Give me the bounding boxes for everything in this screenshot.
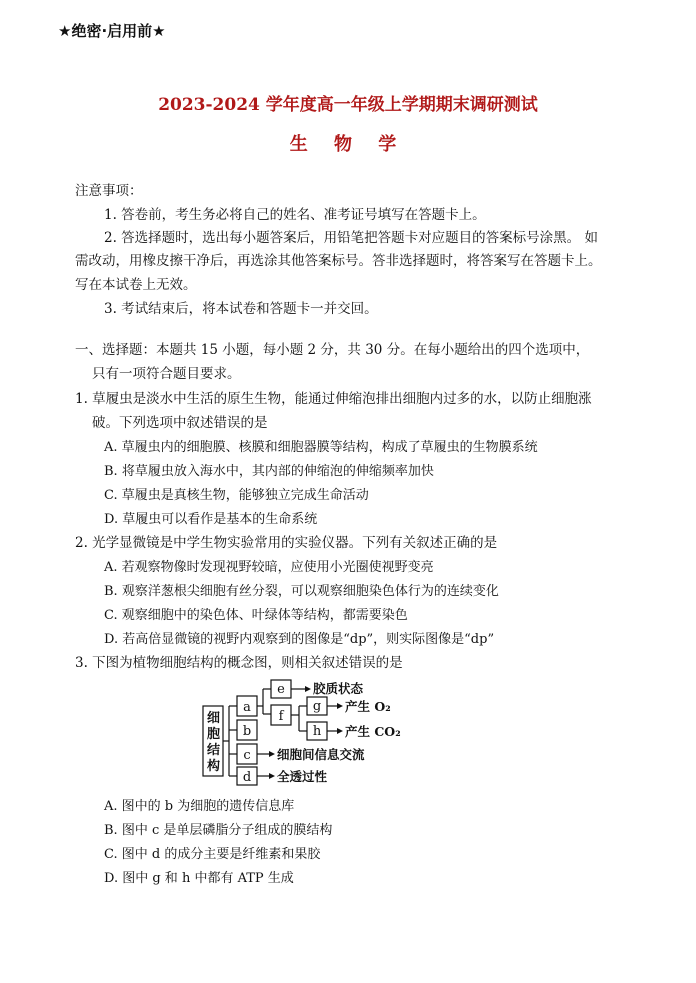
label-h: h xyxy=(312,724,322,739)
notice-heading: 注意事项： xyxy=(75,183,143,199)
label-b: b xyxy=(242,724,252,739)
q1-option-d: D. 草履虫可以看作是基本的生命系统 xyxy=(104,512,318,527)
q2-stem: 2. 光学显微镜是中学生物实验常用的实验仪器。下列有关叙述正确的是 xyxy=(75,535,498,551)
label-a: a xyxy=(243,700,251,715)
exam-title: 2023-2024 学年度高一年级上学期期末调研测试 xyxy=(158,95,538,115)
q2-option-a: A. 若观察物像时发现视野较暗，应使用小光圈使视野变亮 xyxy=(104,560,434,575)
q1-option-c: C. 草履虫是真核生物，能够独立完成生命活动 xyxy=(104,488,369,503)
desc-e: 胶质状态 xyxy=(313,681,364,696)
root-char-1: 细 xyxy=(207,711,221,726)
subject-title: 生 物 学 xyxy=(289,134,407,155)
root-char-3: 结 xyxy=(207,743,221,758)
label-e: e xyxy=(277,682,285,697)
desc-c: 细胞间信息交流 xyxy=(277,747,365,762)
cell-structure-concept-map xyxy=(195,676,425,788)
q1-option-b: B. 将草履虫放入海水中，其内部的伸缩泡的伸缩频率加快 xyxy=(104,464,434,479)
desc-d: 全透过性 xyxy=(277,769,328,784)
notice-item-2-end: 写在本试卷上无效。 xyxy=(75,277,197,293)
notice-item-3: 3. 考试结束后，将本试卷和答题卡一并交回。 xyxy=(104,301,378,317)
root-char-2: 胞 xyxy=(207,727,221,742)
label-d: d xyxy=(242,770,252,785)
q3-option-d: D. 图中 g 和 h 中都有 ATP 生成 xyxy=(104,871,294,886)
label-g: g xyxy=(312,699,322,714)
q2-option-b: B. 观察洋葱根尖细胞有丝分裂，可以观察细胞染色体行为的连续变化 xyxy=(104,584,499,599)
section-heading-cont: 只有一项符合题目要求。 xyxy=(92,366,241,382)
desc-g: 产生 O₂ xyxy=(345,699,391,714)
notice-item-2-cont: 需改动，用橡皮擦干净后，再选涂其他答案标号。答非选择题时，将答案写在答题卡上。 xyxy=(75,253,602,269)
label-f: f xyxy=(278,709,284,724)
q1-stem: 1. 草履虫是淡水中生活的原生生物，能通过伸缩泡排出细胞内过多的水，以防止细胞涨 xyxy=(75,391,592,407)
section-heading: 一、选择题：本题共 15 小题，每小题 2 分，共 30 分。在每小题给出的四个选项中， xyxy=(75,342,590,358)
desc-h: 产生 CO₂ xyxy=(345,724,401,739)
root-char-4: 构 xyxy=(207,759,221,774)
notice-item-2: 2. 答选择题时，选出每小题答案后，用铅笔把答题卡对应题目的答案标号涂黑。 如 xyxy=(104,230,598,246)
confidential-mark: ★绝密·启用前★ xyxy=(58,22,166,40)
q3-option-c: C. 图中 d 的成分主要是纤维素和果胶 xyxy=(104,847,321,862)
q3-option-b: B. 图中 c 是单层磷脂分子组成的膜结构 xyxy=(104,823,333,838)
label-c: c xyxy=(243,748,251,763)
q2-option-c: C. 观察细胞中的染色体、叶绿体等结构，都需要染色 xyxy=(104,608,408,623)
notice-item-1: 1. 答卷前，考生务必将自己的姓名、准考证号填写在答题卡上。 xyxy=(104,207,486,223)
q3-option-a: A. 图中的 b 为细胞的遗传信息库 xyxy=(104,799,295,814)
q1-stem-cont: 破。下列选项中叙述错误的是 xyxy=(92,415,268,431)
q3-stem: 3. 下图为植物细胞结构的概念图，则相关叙述错误的是 xyxy=(75,655,403,671)
q1-option-a: A. 草履虫内的细胞膜、核膜和细胞器膜等结构，构成了草履虫的生物膜系统 xyxy=(104,440,538,455)
q2-option-d: D. 若高倍显微镜的视野内观察到的图像是“dp”，则实际图像是“dp” xyxy=(104,632,495,647)
